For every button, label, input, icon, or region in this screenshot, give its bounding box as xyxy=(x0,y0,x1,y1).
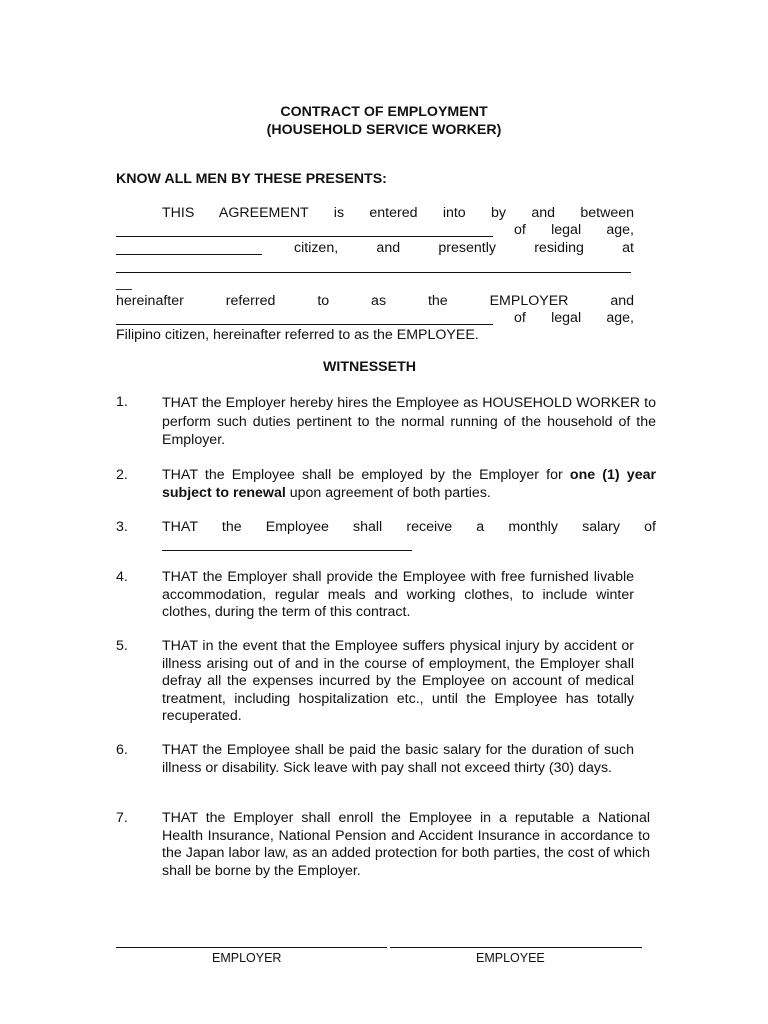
witnesseth-heading: WITNESSETH xyxy=(323,359,417,375)
intro-line-2: of legal age, xyxy=(514,222,634,238)
clause-3-number: 3. xyxy=(116,519,128,535)
employer-name-blank[interactable] xyxy=(116,236,493,237)
salary-blank[interactable] xyxy=(162,550,412,551)
clause-1-number: 1. xyxy=(116,394,128,410)
document-title: CONTRACT OF EMPLOYMENT xyxy=(280,104,488,120)
clause-1-text: THAT the Employer hereby hires the Employee as HOUSEHOLD WORKER to perform such duties pertinent to the normal running of the household of the Employer. xyxy=(162,395,656,448)
clause-7-text: THAT the Employer shall enroll the Employee in a reputable a National Health Insurance, National Pension and Accident Insurance in accordance to the Japan labor law, as an added protection for both parties, the cost of which shall be borne by the Employer. xyxy=(162,810,650,879)
employer-citizenship-blank[interactable] xyxy=(116,254,262,255)
clause-7-number: 7. xyxy=(116,810,128,826)
employer-signature-line[interactable] xyxy=(116,947,387,948)
employee-signature-label: EMPLOYEE xyxy=(476,951,545,965)
know-all-heading: KNOW ALL MEN BY THESE PRESENTS: xyxy=(116,171,387,187)
employee-name-blank[interactable] xyxy=(116,324,493,325)
clause-4-text: THAT the Employer shall provide the Employee with free furnished livable accommodation, regular meals and working clothes, to include winter clothes, during the term of this contract. xyxy=(162,569,634,620)
intro-line-6: of legal age, xyxy=(514,310,634,326)
intro-line-5: hereinafter referred to as the EMPLOYER and xyxy=(116,293,634,309)
clause-2-text: THAT the Employee shall be employed by the Employer for one (1) year subject to renewal upon agreement of both parties. xyxy=(162,467,657,501)
clause-4-number: 4. xyxy=(116,569,128,585)
employer-address-blank[interactable] xyxy=(116,272,631,273)
employee-signature-line[interactable] xyxy=(390,947,642,948)
clause-5-text: THAT in the event that the Employee suffers physical injury by accident or illness arising out of and in the course of employment, the Employer shall defray all the expenses incurred by the Employee on account of medical treatment, including hospitalization etc., until the Employee has totally recuperated. xyxy=(162,638,634,724)
intro-line-7: Filipino citizen, hereinafter referred to as the EMPLOYEE. xyxy=(116,327,479,343)
employer-signature-label: EMPLOYER xyxy=(212,951,282,965)
clause-2-term: one (1) year subject to renewal xyxy=(162,467,657,501)
clause-3-text: THAT the Employee shall receive a monthly salary of xyxy=(162,519,656,535)
clause-6-number: 6. xyxy=(116,742,128,758)
clause-2-number: 2. xyxy=(116,467,128,483)
intro-line-1: THIS AGREEMENT is entered into by and between xyxy=(162,205,634,221)
intro-line-3: citizen, and presently residing at xyxy=(294,240,634,256)
address-overflow: __ xyxy=(116,275,132,291)
clause-6-text: THAT the Employee shall be paid the basic salary for the duration of such illness or disability. Sick leave with pay shall not exceed thirty (30) days. xyxy=(162,742,634,776)
clause-5-number: 5. xyxy=(116,638,128,654)
document-subtitle: (HOUSEHOLD SERVICE WORKER) xyxy=(266,122,502,138)
